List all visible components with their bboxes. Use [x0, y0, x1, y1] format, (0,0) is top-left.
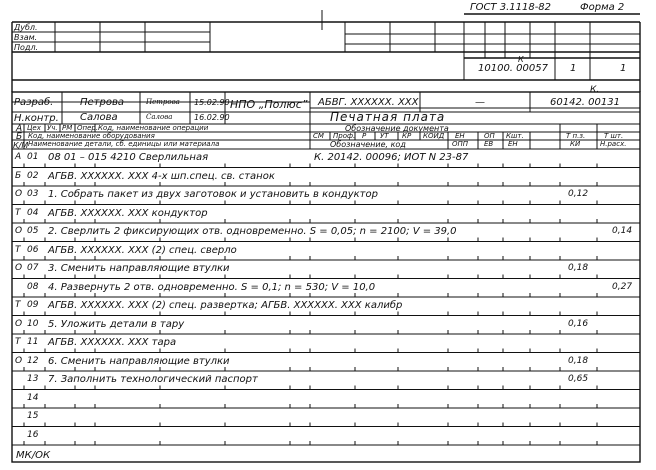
developer-name: Петрова	[80, 97, 124, 108]
row-text: АГБВ. XXXXXX. XXX кондуктор	[48, 207, 208, 219]
row-letter-a-head: А	[16, 124, 23, 134]
col-head-en: ЕН	[455, 132, 465, 140]
developer-label: Разраб.	[14, 97, 54, 108]
row-tsht: 0,27	[612, 281, 633, 292]
col-head-tpz: Т п.з.	[566, 132, 586, 140]
row-text: 7. Заполнить технологический паспорт	[48, 374, 258, 385]
form-label: Форма 2	[580, 2, 625, 13]
product-dash: —	[475, 97, 485, 108]
col-head-code: Обозначение, код	[330, 140, 406, 149]
row-letter: О	[15, 355, 23, 366]
row-tpz: 0,12	[568, 189, 589, 199]
col-head-ki: КИ	[570, 140, 581, 148]
checker-label: Н.контр.	[14, 113, 59, 124]
row-text: 08 01 – 015 4210 Сверлильная	[48, 152, 209, 163]
row-letter: О	[15, 189, 23, 199]
col-head-equipment: Код, наименование оборудования	[28, 132, 155, 140]
row-letter: Б	[15, 170, 22, 181]
row-number: 09	[27, 300, 39, 310]
sheet-number: 1	[570, 63, 577, 74]
row-letter: Т	[15, 300, 21, 310]
row-letter: О	[15, 318, 23, 329]
row-tpz: 0,16	[568, 318, 589, 329]
col-head-oper: Опер.	[77, 124, 99, 132]
col-head-kr: КР	[402, 132, 412, 140]
developer-date: 15.02.90	[194, 98, 230, 107]
col-head-prof: Проф.	[333, 132, 356, 140]
row-number: 10	[27, 318, 39, 329]
col-head-opp: ОПП	[452, 140, 469, 148]
row-number: 08	[27, 281, 39, 292]
row-number: 06	[27, 244, 39, 255]
col-head-sm: СМ	[313, 132, 324, 140]
col-head-rm: РМ	[62, 124, 73, 132]
product-code: АБВГ. XXXXXX. XXX	[318, 97, 419, 108]
k-mark-2: К.	[590, 85, 600, 95]
row-number: 13	[27, 374, 39, 384]
row-number: 02	[27, 170, 39, 181]
row-tpz: 0,65	[568, 374, 589, 384]
podl-label: Подл.	[14, 43, 39, 52]
row-text: АГБВ. XXXXXX. XXX (2) спец. сверло	[48, 244, 237, 256]
col-head-kosht: Кшт.	[506, 132, 524, 140]
row-letter: Т	[15, 244, 21, 255]
col-head-r: Р	[362, 132, 367, 140]
row-letter: Т	[15, 337, 21, 347]
row-text: 3. Сменить направляющие втулки	[48, 263, 230, 274]
k-mark: К	[518, 55, 524, 64]
row-number: 14	[27, 392, 39, 403]
row-letter-km-head: К/М	[13, 141, 29, 150]
row-letter: Т	[15, 207, 21, 218]
vzam-label: Взам.	[14, 33, 38, 42]
row-number: 01	[27, 152, 39, 162]
row-text: 5. Уложить детали в тару	[48, 318, 185, 330]
row-text: 6. Сменить направляющие втулки	[48, 355, 230, 367]
row-text: АГБВ. XXXXXX. XXX 4-х шп.спец. св. станок	[48, 170, 275, 182]
col-head-koid: КОИД	[423, 132, 445, 140]
row-text: АГБВ. XXXXXX. XXX тара	[48, 337, 177, 348]
row-tsht: 0,14	[612, 226, 633, 236]
row-number: 12	[27, 355, 39, 366]
checker-name: Салова	[80, 112, 118, 123]
col-head-en2: ЕН	[508, 140, 518, 148]
row-number: 04	[27, 207, 39, 218]
checker-signature: Салова	[146, 113, 173, 121]
row-tpz: 0,18	[568, 355, 589, 366]
col-head-op: ОП	[484, 132, 495, 140]
col-head-ut: УТ	[380, 132, 389, 140]
row-letter: О	[15, 263, 23, 273]
row-letter: А	[15, 152, 22, 162]
row-number: 15	[27, 411, 39, 421]
row-text-doc: К. 20142. 00096; ИОТ N 23-87	[314, 152, 469, 163]
col-head-tsekh: Цех	[27, 124, 41, 132]
col-head-tsht: Т шт.	[604, 132, 624, 140]
dubl-label: Дубл.	[14, 23, 38, 32]
part-name: Печатная плата	[330, 110, 446, 124]
col-head-nrash: Н.расх.	[600, 140, 627, 148]
col-head-ev: ЕВ	[484, 140, 494, 148]
col-head-uch: Уч.	[47, 124, 58, 132]
row-number: 11	[27, 337, 39, 347]
row-letter-b-head: Б	[16, 132, 23, 142]
org-name: НПО „Полюс”	[230, 98, 308, 111]
row-text: 1. Собрать пакет из двух заготовок и установить в кондуктор	[48, 189, 378, 200]
checker-date: 16.02.90	[194, 113, 230, 122]
row-number: 16	[27, 429, 39, 440]
footer-form-code: МК/ОК	[16, 450, 51, 461]
sheets-count: 1	[620, 63, 627, 74]
gost-label: ГОСТ 3.1118-82	[470, 2, 552, 13]
row-tpz: 0,18	[568, 263, 589, 273]
row-number: 05	[27, 226, 39, 236]
col-head-operation: Код, наименование операции	[98, 124, 209, 132]
col-head-part: Наименование детали, сб. единицы или материала	[28, 140, 220, 148]
col-head-document: Обозначение документа	[345, 124, 449, 133]
row-text: 4. Развернуть 2 отв. одновременно. S = 0,1; n = 530; V = 10,0	[48, 281, 376, 293]
doc-code: 10100. 00057	[478, 63, 548, 74]
row-number: 07	[27, 263, 39, 273]
row-number: 03	[27, 189, 39, 199]
row-letter: О	[15, 226, 23, 236]
row-text: АГБВ. XXXXXX. XXX (2) спец. развертка; АГБВ. XXXXXX. XXX калибр	[48, 300, 403, 311]
developer-signature: Петрова	[146, 98, 180, 106]
row-text: 2. Сверлить 2 фиксирующих отв. одновременно. S = 0,05; n = 2100; V = 39,0	[48, 226, 457, 237]
doc-number: 60142. 00131	[550, 97, 620, 108]
